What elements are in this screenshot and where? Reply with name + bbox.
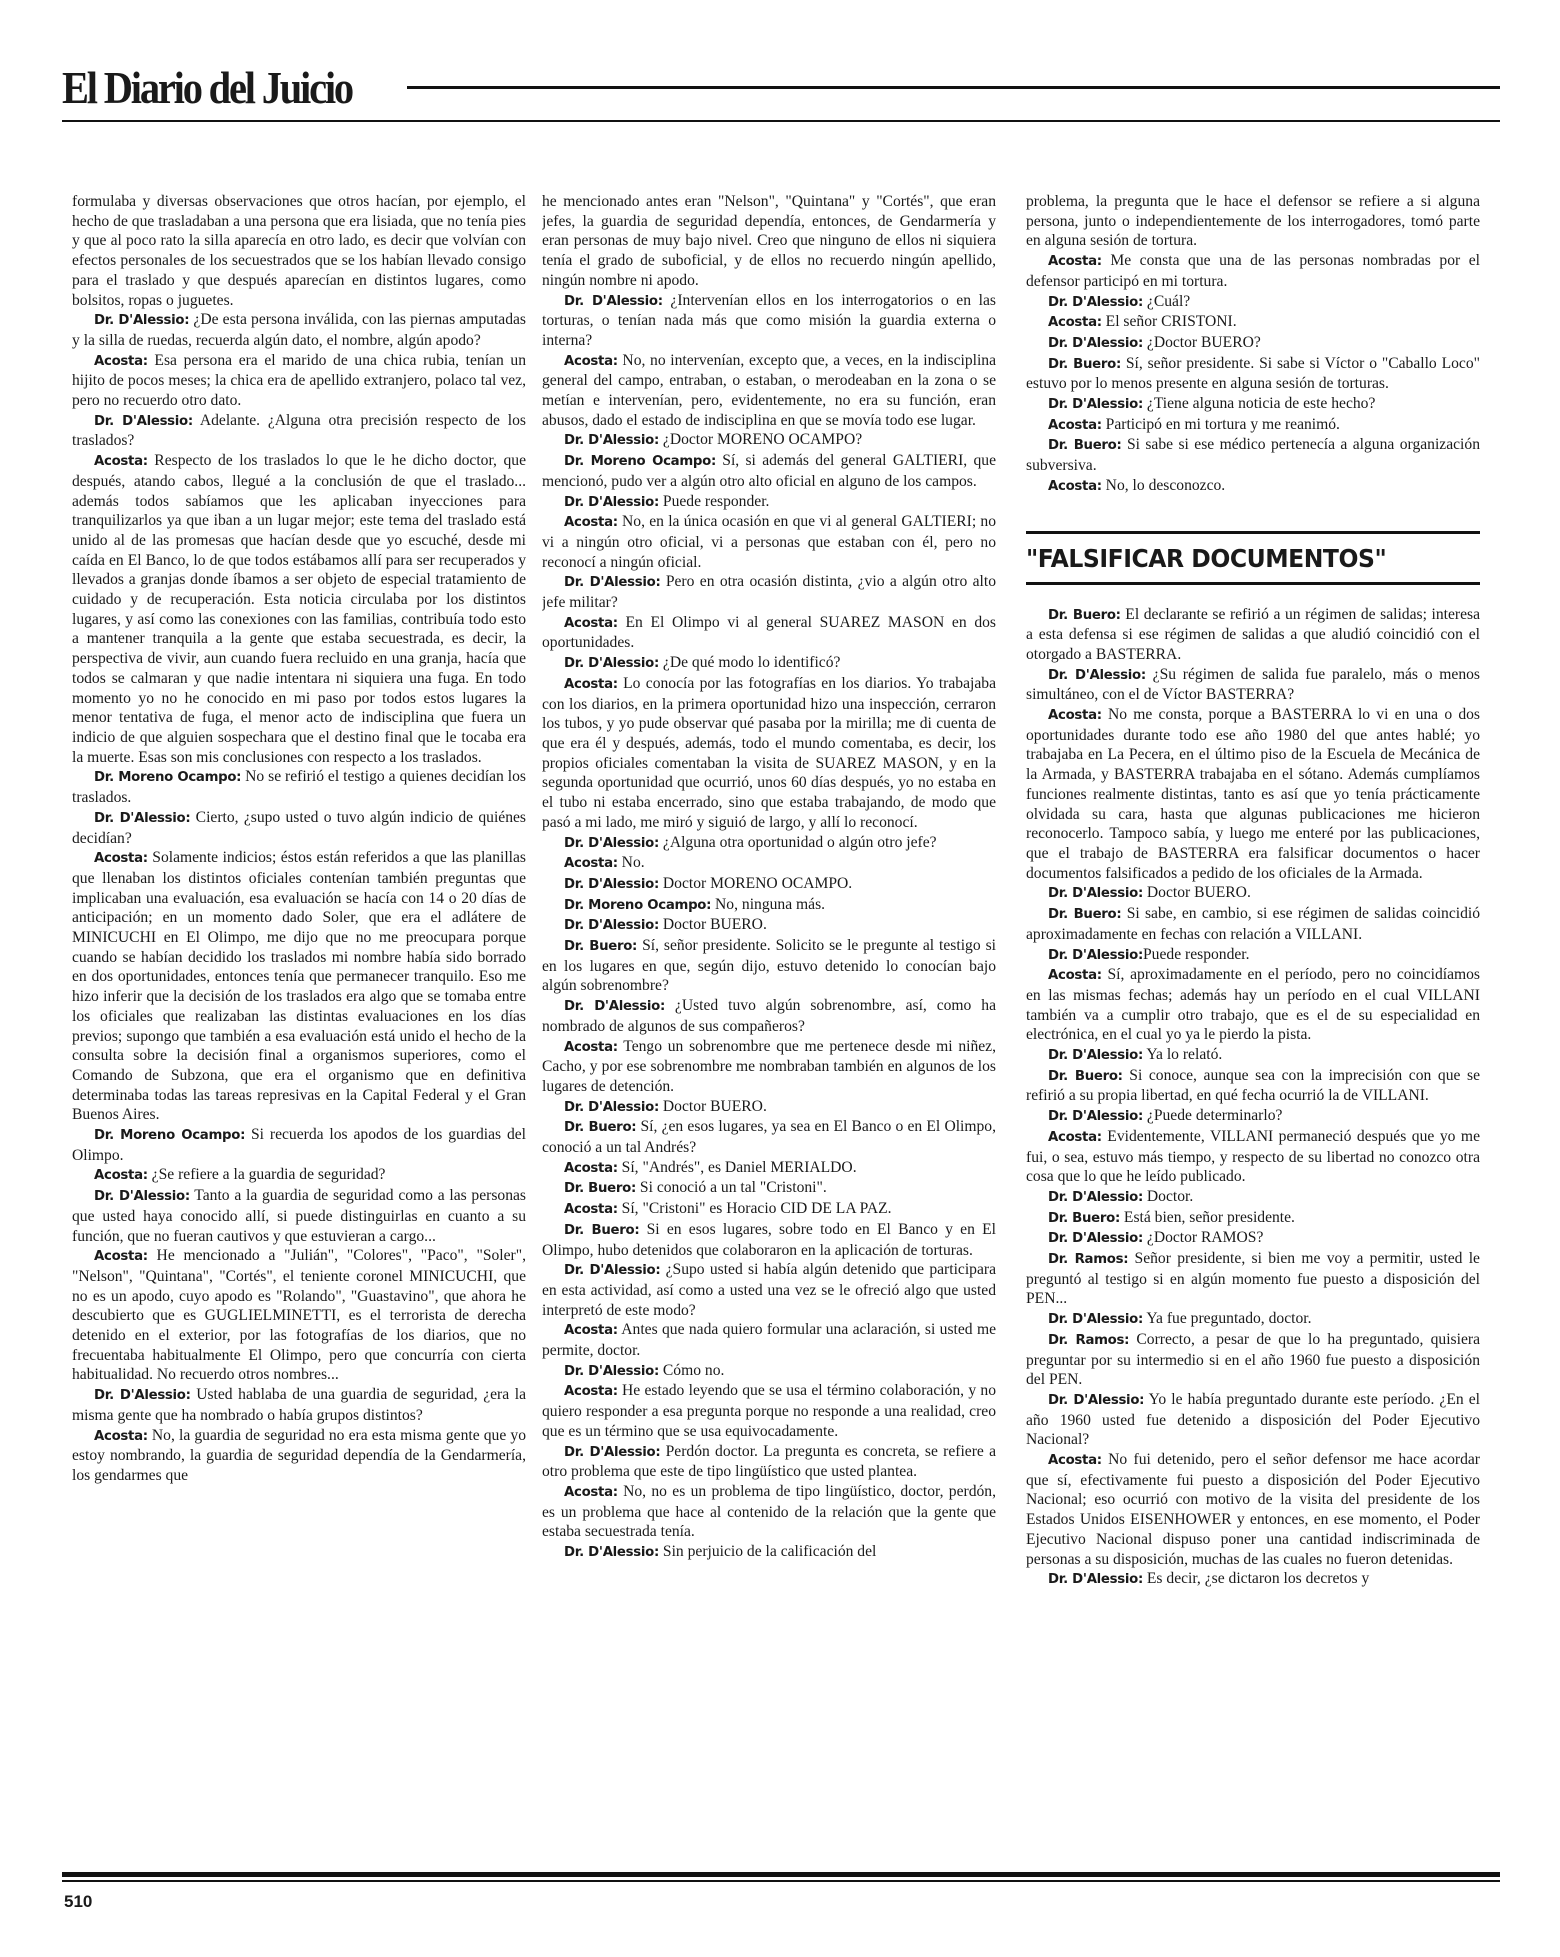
speech-text: He estado leyendo que se usa el término colaboración, y no quiero responder a esa pregunta porque no responde a una realidad, creo que es un término que se usa equivocadamente. (542, 1382, 996, 1440)
testimony-paragraph (72, 1186, 526, 1246)
speech-text: Correcto, a pesar de que lo ha preguntado, quisiera preguntar por su intermedio si en el año 1960 fue puesto a disposición del PEN. (1026, 1330, 1480, 1389)
testimony-paragraph (1026, 1228, 1480, 1249)
speech-text: Respecto de los traslados lo que le he dicho doctor, que después, atando cabos, llegué a la conclusión de que el traslado... además todos sabíamos que les aplicaban inyecciones para tranquilizarlos ya que iban a un lugar mejor; este tema del traslado está unido al de las promesas que hacían desde que yo escuché, desde mi caída en El Banco, lo de que todos estábamos allí para ser recuperados y llevados a granjas donde íbamos a ser objeto de especial tratamiento de cuidado y de recuperación. Esta noticia circulaba por los distintos lugares, y así como las conexiones con las familias, contribuía todo esto a mantener tranquila a la gente que estaba secuestrada, es decir, la perspectiva de vivir, aun cuando fuera recluido en una granja, hacía que todos se calmaran y que nadie intentara ni siquiera una fuga. En todo momento yo no he conocido en mi paso por todos estos lugares la menor tentativa de fuga, el menor acto de indisciplina que fuera un indicio de que alguien sospechara que el destino final que le tocaba era la muerte. Esas son mis conclusiones con respecto a los traslados. (72, 452, 526, 766)
speaker-label: Dr. D'Alessio: (1048, 1392, 1145, 1408)
speaker-label: Acosta: (564, 676, 618, 692)
footer-rule-thin (62, 1880, 1500, 1882)
speaker-label: Dr. D'Alessio: (564, 1545, 659, 1561)
speech-text: formulaba y diversas observaciones que otros hacían, por ejemplo, el hecho de que trasladaban a una persona que era lisiada, que no tenía pies y que al poco rato la silla aparecía en otro lado, es decir que volvían con efectos personales de los secuestrados que se los habían llevado consigo para el traslado y que después aparecían en distintos lugares, como bolsitos, ropas o juguetes. (72, 193, 526, 309)
section-heading-box (1026, 531, 1480, 585)
speech-text: ¿Cuál? (1143, 292, 1191, 310)
speech-text: No, en la única ocasión en que vi al general GALTIERI; no vi a ningún otro oficial, vi a personas que estaban con él, pero no reconocí a ningún oficial. (542, 513, 996, 571)
testimony-paragraph (542, 1361, 996, 1382)
speaker-label: Dr. D'Alessio: (1048, 947, 1143, 963)
speaker-label: Dr. Buero: (564, 1120, 637, 1136)
speech-text: Antes que nada quiero formular una aclaración, si usted me permite, doctor. (542, 1321, 996, 1360)
testimony-paragraph (542, 1542, 996, 1563)
testimony-paragraph (542, 512, 996, 572)
speech-text: Tanto a la guardia de seguridad como a las personas que usted haya conocido allí, si puede distinguirlas en cuanto a su función, que no fueran cautivos y que estuvieran a cargo... (72, 1187, 526, 1245)
speaker-label: Acosta: (1048, 968, 1102, 984)
speech-text: No, la guardia de seguridad no era esta misma gente que yo estoy nombrando, la guardia de seguridad dependía de la Gendarmería, los gendarmes que (72, 1426, 526, 1484)
testimony-paragraph (72, 767, 526, 807)
speech-text: Puede responder. (659, 492, 770, 510)
testimony-paragraph (1026, 1045, 1480, 1066)
speaker-label: Dr. D'Alessio: (564, 494, 659, 510)
speaker-label: Acosta: (94, 1428, 148, 1444)
testimony-paragraph (72, 451, 526, 767)
speaker-label: Dr. D'Alessio: (94, 1189, 190, 1205)
speech-text: Evidentemente, VILLANI permaneció después que yo me fui, o sea, estuvo más tiempo, y respecto de su libertad no conozco otra cosa que lo que he leído publicado. (1026, 1127, 1480, 1186)
testimony-paragraph (1026, 1249, 1480, 1309)
speech-text: Si recuerda los apodos de los guardias del Olimpo. (72, 1126, 526, 1164)
testimony-paragraph (542, 291, 996, 351)
testimony-paragraph (542, 1320, 996, 1360)
testimony-paragraph (542, 572, 996, 612)
speech-text: Señor presidente, si bien me voy a permitir, usted le preguntó al testigo si en algún momento fue puesto a disposición del PEN... (1026, 1250, 1480, 1308)
testimony-paragraph (1026, 1187, 1480, 1208)
testimony-paragraph (542, 1260, 996, 1320)
speech-text: Ya lo relató. (1143, 1046, 1223, 1064)
continued-paragraph (1026, 192, 1480, 251)
testimony-paragraph (1026, 1106, 1480, 1127)
speech-text: Si sabe si ese médico pertenecía a alguna organización subversiva. (1026, 436, 1480, 475)
speech-text: ¿Intervenían ellos en los interrogatorios o en las torturas, o tenían nada más que como misión la guardia externa o interna? (542, 291, 996, 349)
speech-text: Es decir, ¿se dictaron los decretos y (1143, 1570, 1370, 1588)
speech-text: Usted hablaba de una guardia de seguridad, ¿era la misma gente que ha nombrado o había grupos distintos? (72, 1386, 526, 1424)
speaker-label: Acosta: (564, 615, 618, 631)
speech-text: Sí, "Cristoni" es Horacio CID DE LA PAZ. (617, 1200, 892, 1218)
speaker-label: Dr. Moreno Ocampo: (564, 454, 716, 470)
speech-text: No, no intervenían, excepto que, a veces, en la indisciplina general del campo, entraban, o estaban, o merodeaban en la zona o se metían e intervenían, pero, evidentemente, no era su función, eran abusos, dado el estado de indisciplina en que se movía todo ese lugar. (542, 351, 996, 429)
speaker-label: Dr. D'Alessio: (1048, 886, 1143, 902)
speech-text: Doctor BUERO. (659, 1097, 767, 1115)
testimony-paragraph (72, 1246, 526, 1385)
testimony-paragraph (542, 1037, 996, 1097)
speaker-label: Dr. Buero: (1048, 907, 1122, 923)
testimony-paragraph (1026, 605, 1480, 665)
testimony-paragraph (542, 1199, 996, 1220)
testimony-paragraph (542, 833, 996, 854)
speech-text: Sí, señor presidente. Si sabe si Víctor o "Caballo Loco" estuvo por lo menos presente en alguna sesión de torturas. (1026, 354, 1480, 393)
speech-text: Pero en otra ocasión distinta, ¿vio a algún otro alto jefe militar? (542, 573, 996, 612)
speaker-label: Acosta: (94, 851, 148, 867)
testimony-paragraph (1026, 312, 1480, 333)
speech-text: Perdón doctor. La pregunta es concreta, se refiere a otro problema que este de tipo lingüístico que usted plantea. (542, 1442, 996, 1481)
speech-text: ¿Puede determinarlo? (1143, 1107, 1283, 1125)
speaker-label: Acosta: (94, 1249, 148, 1265)
speaker-label: Acosta: (564, 1323, 618, 1339)
testimony-paragraph (1026, 1390, 1480, 1450)
speech-text: Doctor MORENO OCAMPO. (659, 874, 853, 892)
speaker-label: Dr. D'Alessio: (1048, 294, 1143, 310)
speaker-label: Acosta: (1048, 478, 1102, 494)
speaker-label: Dr. Moreno Ocampo: (94, 1128, 246, 1144)
testimony-paragraph (1026, 435, 1480, 475)
speaker-label: Dr. Buero: (1048, 607, 1121, 623)
testimony-paragraph (542, 853, 996, 874)
speech-text: Ya fue preguntado, doctor. (1143, 1310, 1312, 1328)
testimony-paragraph (542, 996, 996, 1036)
speaker-label: Acosta: (564, 515, 618, 531)
speech-text: Si conoció a un tal "Cristoni". (636, 1179, 827, 1197)
speaker-label: Dr. Ramos: (1048, 1252, 1129, 1268)
testimony-paragraph (542, 1381, 996, 1441)
speech-text: En El Olimpo vi al general SUAREZ MASON en dos oportunidades. (542, 613, 996, 652)
speech-text: Tengo un sobrenombre que me pertenece desde mi niñez, Cacho, y por ese sobrenombre me nombraban también en algunos de los lugares de detención. (542, 1037, 996, 1095)
speech-text: ¿Se refiere a la guardia de seguridad? (147, 1166, 386, 1184)
speaker-label: Dr. Buero: (564, 1181, 637, 1197)
speech-text: No se refirió el testigo a quienes decidían los traslados. (72, 768, 526, 807)
speaker-label: Dr. D'Alessio: (94, 413, 193, 429)
speech-text: Sin perjuicio de la calificación del (659, 1543, 877, 1561)
speech-text: ¿Su régimen de salida fue paralelo, más o menos simultáneo, con el de Víctor BASTERRA? (1026, 665, 1480, 704)
speech-text: ¿Doctor BUERO? (1143, 333, 1261, 351)
speaker-label: Acosta: (1048, 708, 1102, 724)
speech-text: Cómo no. (659, 1361, 725, 1379)
section-heading: "FALSIFICAR DOCUMENTOS" (1026, 543, 1387, 573)
continued-paragraph (72, 192, 526, 310)
testimony-paragraph (542, 674, 996, 833)
speaker-label: Dr. D'Alessio: (1048, 667, 1146, 683)
speaker-label: Dr. Moreno Ocampo: (94, 770, 242, 786)
speech-text: Sí, si además del general GALTIERI, que mencionó, pudo ver a algún otro alto oficial en alguno de los campos. (542, 452, 996, 490)
speech-text: Solamente indicios; éstos están referidos a que las planillas que llenaban los distintos oficiales contenían también preguntas que implicaban una evaluación, esa evaluación se hacía con 14 o 20 días de anticipación; en un momento dado Soler, que era el adlátere de MINICUCHI en El Olimpo, me dijo que no me preocupara porque cuando se habían decidido los traslados mi nombre había sido borrado en dos oportunidades, entonces tenía que permanecer tranquilo. Eso me hizo inferir que la decisión de los traslados era algo que se tomaba entre los oficiales que realizaban las distintas evaluaciones en los días previos; supongo que también a esa evaluación está unido el hecho de la consulta sobre la decisión final a organismos superiores, como el Comando de Subzona, que era el organismo que en definitiva determinaba todas las tareas represivas en la Capital Federal y el Gran Buenos Aires. (72, 849, 526, 1124)
testimony-paragraph (542, 1482, 996, 1542)
speech-text: Sí, señor presidente. Solicito se le pregunte al testigo si en los lugares en que, según dijo, estuvo detenido lo conocían bajo algún sobrenombre? (542, 937, 996, 995)
column-3-top (1026, 192, 1480, 497)
testimony-paragraph (72, 310, 526, 350)
speech-text: ¿Doctor RAMOS? (1143, 1229, 1264, 1247)
testimony-paragraph (1026, 904, 1480, 944)
speaker-label: Dr. D'Alessio: (564, 1363, 659, 1379)
speaker-label: Acosta: (94, 454, 148, 470)
speaker-label: Acosta: (1048, 1453, 1102, 1469)
speech-text: Participó en mi tortura y me reanimó. (1101, 415, 1340, 433)
masthead-underline (62, 120, 1500, 122)
testimony-paragraph (1026, 665, 1480, 705)
testimony-paragraph (542, 1117, 996, 1157)
speaker-label: Dr. Buero: (1048, 1210, 1121, 1226)
speaker-label: Dr. D'Alessio: (94, 313, 190, 329)
speaker-label: Acosta: (1048, 315, 1102, 331)
speech-text: No, lo desconozco. (1101, 476, 1226, 494)
speech-text: Yo le había preguntado durante este período. ¿En el año 1960 usted fue detenido a disposición del Poder Ejecutivo Nacional? (1026, 1390, 1480, 1449)
testimony-paragraph (72, 1385, 526, 1425)
speaker-label: Dr. D'Alessio: (564, 433, 659, 449)
testimony-paragraph (542, 1158, 996, 1179)
speaker-label: Dr. Buero: (1048, 438, 1122, 454)
testimony-paragraph (1026, 1066, 1480, 1106)
speech-text: ¿De qué modo lo identificó? (659, 654, 841, 672)
speech-text: Lo conocía por las fotografías en los diarios. Yo trabajaba con los diarios, en la primera oportunidad hizo una inspección, cerraron los tubos, y yo pude observar qué pasaba por la mirilla; me di cuenta de que era él y después, además, todo el mundo comentaba, es decir, los propios oficiales comentaban la visita de SUAREZ MASON, y en la segunda oportunidad que ocurrió, unos 60 días después, yo no estaba en el tubo ni estaba encerrado, sino que estaba trabajando, de modo que pasó a mi lado, me miró y siguió de largo, y allí lo reconocí. (542, 674, 996, 831)
speaker-label: Dr. Buero: (1048, 1068, 1123, 1084)
testimony-paragraph (1026, 354, 1480, 394)
testimony-paragraph (1026, 1208, 1480, 1229)
speech-text: Puede responder. (1143, 945, 1250, 963)
testimony-paragraph (1026, 394, 1480, 415)
speaker-label: Dr. D'Alessio: (94, 810, 191, 826)
testimony-paragraph (1026, 1127, 1480, 1187)
speaker-label: Dr. D'Alessio: (1048, 1189, 1143, 1205)
testimony-paragraph (72, 351, 526, 411)
testimony-paragraph (542, 874, 996, 895)
speaker-label: Dr. D'Alessio: (564, 293, 663, 309)
testimony-paragraph (542, 451, 996, 491)
speaker-label: Dr. D'Alessio: (564, 575, 661, 591)
testimony-paragraph (542, 1442, 996, 1482)
testimony-paragraph (542, 613, 996, 653)
speaker-label: Dr. D'Alessio: (564, 835, 659, 851)
testimony-paragraph (1026, 965, 1480, 1045)
testimony-paragraph (1026, 292, 1480, 313)
testimony-paragraph (1026, 945, 1480, 966)
speaker-label: Dr. D'Alessio: (94, 1388, 191, 1404)
speaker-label: Dr. D'Alessio: (1048, 1109, 1143, 1125)
speaker-label: Dr. D'Alessio: (564, 918, 659, 934)
speech-text: Doctor. (1143, 1187, 1194, 1205)
speaker-label: Acosta: (564, 353, 618, 369)
speaker-label: Dr. D'Alessio: (1048, 1312, 1143, 1328)
testimony-paragraph (542, 430, 996, 451)
speaker-label: Acosta: (564, 856, 618, 872)
speech-text: Sí, "Andrés", es Daniel MERIALDO. (617, 1158, 857, 1176)
speech-text: Adelante. ¿Alguna otra precisión respecto de los traslados? (72, 411, 526, 450)
speaker-label: Dr. D'Alessio: (1048, 1231, 1143, 1247)
speaker-label: Acosta: (564, 1160, 618, 1176)
testimony-paragraph (1026, 1569, 1480, 1590)
speech-text: ¿Supo usted si había algún detenido que participara en esta actividad, así como a usted una vez se le ofreció algo que usted interpretó de este modo? (542, 1261, 996, 1319)
testimony-paragraph (542, 1220, 996, 1260)
testimony-paragraph (72, 1426, 526, 1486)
speaker-label: Dr. D'Alessio: (564, 1263, 661, 1279)
speech-text: ¿Usted tuvo algún sobrenombre, así, como ha nombrado de algunos de sus compañeros? (542, 997, 996, 1035)
testimony-paragraph (542, 915, 996, 936)
speech-text: No. (617, 854, 645, 872)
speaker-label: Dr. D'Alessio: (564, 656, 659, 672)
text-column-3 (1026, 192, 1480, 1850)
speech-text: Doctor BUERO. (659, 916, 767, 934)
speaker-label: Acosta: (564, 1384, 618, 1400)
speech-text: No, no es un problema de tipo lingüístico, doctor, perdón, es un problema que hace al contenido de la relación que la gente que estaba secuestrada tenía. (542, 1483, 996, 1541)
testimony-paragraph (542, 936, 996, 996)
speaker-label: Dr. D'Alessio: (1048, 335, 1143, 351)
speech-text: El señor CRISTONI. (1101, 313, 1237, 331)
speaker-label: Acosta: (564, 1485, 618, 1500)
speaker-label: Acosta: (1048, 417, 1102, 433)
testimony-paragraph (72, 1125, 526, 1165)
testimony-paragraph (1026, 883, 1480, 904)
speaker-label: Dr. Moreno Ocampo: (564, 897, 712, 913)
speech-text: Sí, aproximadamente en el período, pero no coincidíamos en las mismas fechas; además hay un período en el cual VILLANI también va a cumplir otro trabajo, que es el de su especialidad en electrónica, en el cual yo ya le pierdo la pista. (1026, 966, 1480, 1044)
testimony-paragraph (542, 895, 996, 916)
testimony-paragraph (542, 492, 996, 513)
speech-text: ¿Tiene alguna noticia de este hecho? (1143, 395, 1376, 413)
speech-text: Doctor BUERO. (1143, 884, 1251, 902)
text-column-2 (542, 192, 996, 1850)
speech-text: Cierto, ¿supo usted o tuvo algún indicio de quiénes decidían? (72, 808, 526, 847)
speaker-label: Dr. Buero: (1048, 356, 1121, 372)
page-number: 510 (64, 1892, 93, 1911)
testimony-paragraph (1026, 1330, 1480, 1390)
speech-text: Sí, ¿en esos lugares, ya sea en El Banco o en El Olimpo, conoció a un tal Andrés? (542, 1118, 996, 1157)
speaker-label: Dr. D'Alessio: (564, 1444, 661, 1460)
testimony-paragraph (1026, 476, 1480, 497)
testimony-paragraph (542, 1178, 996, 1199)
speaker-label: Acosta: (94, 1168, 148, 1184)
footer-rule (62, 1872, 1500, 1877)
masthead (62, 58, 1500, 128)
speaker-label: Dr. Buero: (564, 1222, 640, 1238)
testimony-paragraph (542, 351, 996, 431)
speaker-label: Dr. D'Alessio: (564, 999, 666, 1015)
speaker-label: Acosta: (564, 1202, 618, 1218)
article-body (72, 192, 1500, 1850)
speaker-label: Acosta: (94, 353, 148, 369)
speaker-label: Acosta: (1048, 1129, 1102, 1145)
speech-text: He mencionado a "Julián", "Colores", "Paco", "Soler", "Nelson", "Quintana", "Cortés", el teniente coronel MINICUCHI, que no es un apodo, cuyo apodo es "Rolando", "Guastavino", que ahora he descubierto que es GUGLIELMINETTI, es el terrorista de derecha detenido en el exterior, por las fotografías de los diarios, que no frecuentaba habitualmente El Olimpo, pero que concurría con cierta habitualidad. No recuerdo otros nombres... (72, 1247, 526, 1384)
speech-text: ¿De esta persona inválida, con las piernas amputadas y la silla de ruedas, recuerda algún dato, el nombre, algún apodo? (72, 311, 526, 349)
speech-text: Me consta que una de las personas nombradas por el defensor participó en mi tortura. (1026, 252, 1480, 290)
speech-text: Si sabe, en cambio, si ese régimen de salidas coincidió aproximadamente en fechas con relación a VILLANI. (1026, 905, 1480, 943)
testimony-paragraph (72, 1165, 526, 1186)
testimony-paragraph (1026, 1309, 1480, 1330)
column-3-bottom (1026, 605, 1480, 1590)
speaker-label: Dr. D'Alessio: (564, 1099, 659, 1115)
speech-text: No fui detenido, pero el señor defensor me hace acordar que sí, efectivamente fui puesto a disposición del Poder Ejecutivo Nacional; eso ocurrió con motivo de la visita del presidente de los Estados Unidos EISENHOWER y entonces, en ese momento, el Poder Ejecutivo Nacional dispuso poner una cantidad indiscriminada de personas a su disposición, muchas de las cuales no fueron detenidas. (1026, 1451, 1480, 1568)
speaker-label: Dr. D'Alessio: (1048, 397, 1143, 413)
masthead-rule (407, 86, 1500, 89)
speech-text: Si en esos lugares, sobre todo en El Banco y en El Olimpo, hubo detenidos que colaboraron en la aplicación de torturas. (542, 1220, 996, 1259)
speaker-label: Acosta: (564, 1039, 618, 1055)
speaker-label: Dr. Buero: (564, 939, 638, 955)
testimony-paragraph (542, 653, 996, 674)
testimony-paragraph (72, 848, 526, 1125)
speaker-label: Dr. Ramos: (1048, 1332, 1130, 1348)
testimony-paragraph (1026, 1450, 1480, 1569)
speaker-label: Acosta: (1048, 254, 1102, 270)
testimony-paragraph (72, 808, 526, 848)
continued-paragraph (542, 192, 996, 291)
speech-text: he mencionado antes eran "Nelson", "Quintana" y "Cortés", que eran jefes, la guardia de seguridad dependía, entonces, de Gendarmería y eran personas de muy bajo nivel. Creo que ninguno de ellos ni siquiera tenía el grado de suboficial, y de ellos no recuerdo ningún apellido, ningún nombre ni apodo. (542, 193, 996, 289)
speech-text: No, ninguna más. (711, 895, 826, 913)
testimony-paragraph (542, 1097, 996, 1118)
testimony-paragraph (1026, 333, 1480, 354)
speech-text: No me consta, porque a BASTERRA lo vi en una o dos oportunidades durante todo ese año 1980 del que antes hablé; yo trabajaba en La Pecera, en el último piso de la Escuela de Mecánica de la Armada, y BASTERRA trabajaba en el sótano. Además cumplíamos funciones realmente distintas, tanto es así que yo tenía prácticamente olvidada su cara, hasta que algunas publicaciones me hicieron reconocerlo. Tampoco sabía, y luego me enteré por las publicaciones, que el trabajo de BASTERRA era falsificar documentos o hacer documentos falsificados a pedido de los oficiales de la Armada. (1026, 706, 1480, 882)
speech-text: ¿Doctor MORENO OCAMPO? (659, 431, 863, 449)
speech-text: Esa persona era el marido de una chica rubia, tenían un hijito de pocos meses; la chica era de apellido extranjero, polaco tal vez, pero no recuerdo otro dato. (72, 351, 526, 410)
testimony-paragraph (1026, 415, 1480, 436)
speech-text: problema, la pregunta que le hace el defensor se refiere a si alguna persona, junto o independientemente de los interrogadores, tomó parte en alguna sesión de tortura. (1026, 193, 1480, 250)
speech-text: Está bien, señor presidente. (1120, 1208, 1295, 1226)
speech-text: El declarante se refirió a un régimen de salidas; interesa a esta defensa si ese régimen de salidas a que aludió coincidió con el otorgado a BASTERRA. (1026, 605, 1480, 663)
speaker-label: Dr. D'Alessio: (1048, 1572, 1143, 1588)
masthead-title: El Diario del Juicio (62, 62, 352, 113)
testimony-paragraph (1026, 251, 1480, 291)
speaker-label: Dr. D'Alessio: (564, 876, 659, 892)
speech-text: ¿Alguna otra oportunidad o algún otro jefe? (659, 833, 937, 851)
speaker-label: Dr. D'Alessio: (1048, 1048, 1143, 1064)
speech-text: Si conoce, aunque sea con la imprecisión con que se refirió a su propia libertad, en qué fecha ocurrió la de VILLANI. (1026, 1066, 1480, 1105)
testimony-paragraph (1026, 705, 1480, 883)
testimony-paragraph (72, 411, 526, 451)
text-column-1 (72, 192, 526, 1850)
